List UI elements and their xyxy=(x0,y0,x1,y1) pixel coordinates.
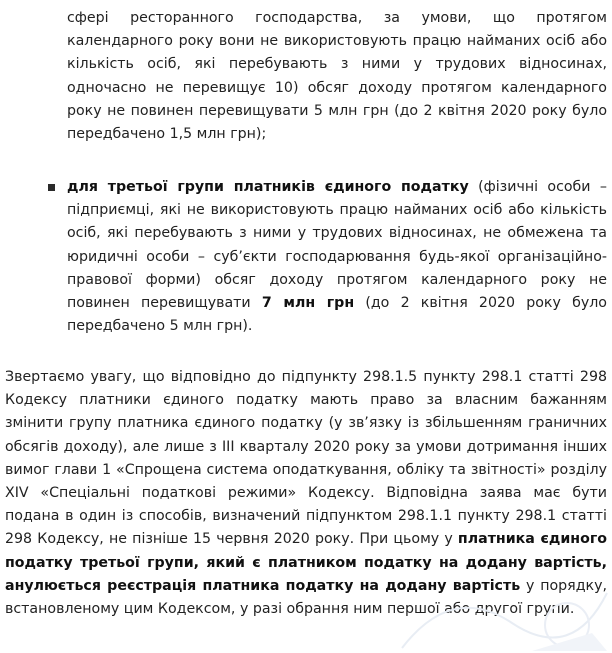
bullet-list-item xyxy=(67,176,607,338)
bullet-body-after: (до 2 квітня 2020 року було передбачено 5 млн грн). xyxy=(67,295,607,335)
bullet-heading: для третьої групи платників єдиного податку xyxy=(67,179,469,195)
main-text-after: у порядку, встановленому цим Кодексом, у разі обрання ним першої або другої групи. xyxy=(5,577,607,618)
income-limit: 7 млн грн xyxy=(261,295,355,312)
main-paragraph xyxy=(5,366,607,621)
continuation-paragraph: сфері ресторанного господарства, за умови, що протягом календарного року вони не використовують працю найманих осіб або кількість осіб, які перебувають з ними у трудових відносинах, одночасно не перевищує 10) обсяг доходу протягом календарного року не повинен перевищувати 5 млн грн (до 2 квітня 2020 року було передбачено 1,5 млн грн); xyxy=(67,10,607,143)
bullet-square-icon xyxy=(48,184,55,191)
main-emphasis: платника єдиного податку третьої групи, який є платником податку на додану вартість, анулюється реєстрація платника податку на додану вартість xyxy=(5,531,607,594)
main-text-before: Звертаємо увагу, що відповідно до підпункту 298.1.5 пункту 298.1 статті 298 Кодексу платники єдиного податку мають право за власним бажанням змінити групу платника єдиного податку (у зв’язку із збільшенням граничних обсягів доходу), але лише з III кварталу 2020 року за умови дотримання інших вимог глави 1 «Спрощена система оподаткування, обліку та звітності» розділу XIV «Спеціальні податкові режими» Кодексу. Відповідна заява має бути подана в один із способів, визначений підпунктом 298.1.1 пункту 298.1 статті 298 Кодексу, не пізніше 15 червня 2020 року. При цьому у xyxy=(5,369,607,548)
bullet-body-before: (фізичні особи – підприємці, які не використовують працю найманих осіб або кількість осіб, які перебувають з ними у трудових відносинах, не обмежена та юридичні особи – суб’єкти господарювання будь-якої організаційно-правової форми) обсяг доходу протягом календарного року не повинен перевищувати xyxy=(67,179,607,312)
